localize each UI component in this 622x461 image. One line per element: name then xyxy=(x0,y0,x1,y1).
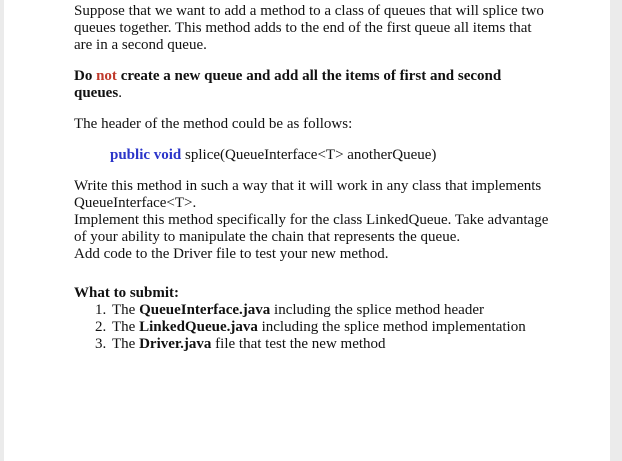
submit-item-file: LinkedQueue.java xyxy=(139,319,258,335)
submit-item-file: QueueInterface.java xyxy=(139,302,271,318)
submit-list xyxy=(74,302,550,353)
submit-item-file: Driver.java xyxy=(139,336,212,352)
submit-item xyxy=(110,302,550,319)
instruction-line-2: Implement this method specifically for the class LinkedQueue. Take advantage of your ability to manipulate the chain that represents the queue. xyxy=(74,212,549,245)
instructions-block xyxy=(74,178,550,263)
submit-item xyxy=(110,319,550,336)
signature-rest: splice(QueueInterface<T> anotherQueue) xyxy=(181,147,437,163)
warning-pre: Do xyxy=(74,68,97,84)
method-signature xyxy=(110,147,550,164)
submit-item-post: file that test the new method xyxy=(211,336,386,352)
warning-post: create a new queue and add all the items of first and second queues xyxy=(74,68,502,101)
submit-item-post: including the splice method implementation xyxy=(257,319,526,335)
warning-not: not xyxy=(96,68,117,84)
header-intro-paragraph: The header of the method could be as follows: xyxy=(74,116,353,132)
document-content xyxy=(74,3,550,353)
signature-keywords: public void xyxy=(110,147,182,163)
submit-item-pre: The xyxy=(112,319,140,335)
submit-item-pre: The xyxy=(112,302,140,318)
instruction-line-1: Write this method in such a way that it will work in any class that implements QueueInterface<T>. xyxy=(74,178,542,211)
submit-item-post: including the splice method header xyxy=(270,302,484,318)
instruction-line-3: Add code to the Driver file to test your new method. xyxy=(74,246,389,262)
warning-paragraph xyxy=(74,68,550,102)
warning-end: . xyxy=(118,85,122,101)
submit-item xyxy=(110,336,550,353)
submit-item-pre: The xyxy=(112,336,140,352)
submit-title: What to submit: xyxy=(74,285,180,301)
document-page xyxy=(4,0,610,461)
intro-paragraph: Suppose that we want to add a method to a class of queues that will splice two queues together. This method adds to the end of the first queue all items that are in a second queue. xyxy=(74,3,544,53)
